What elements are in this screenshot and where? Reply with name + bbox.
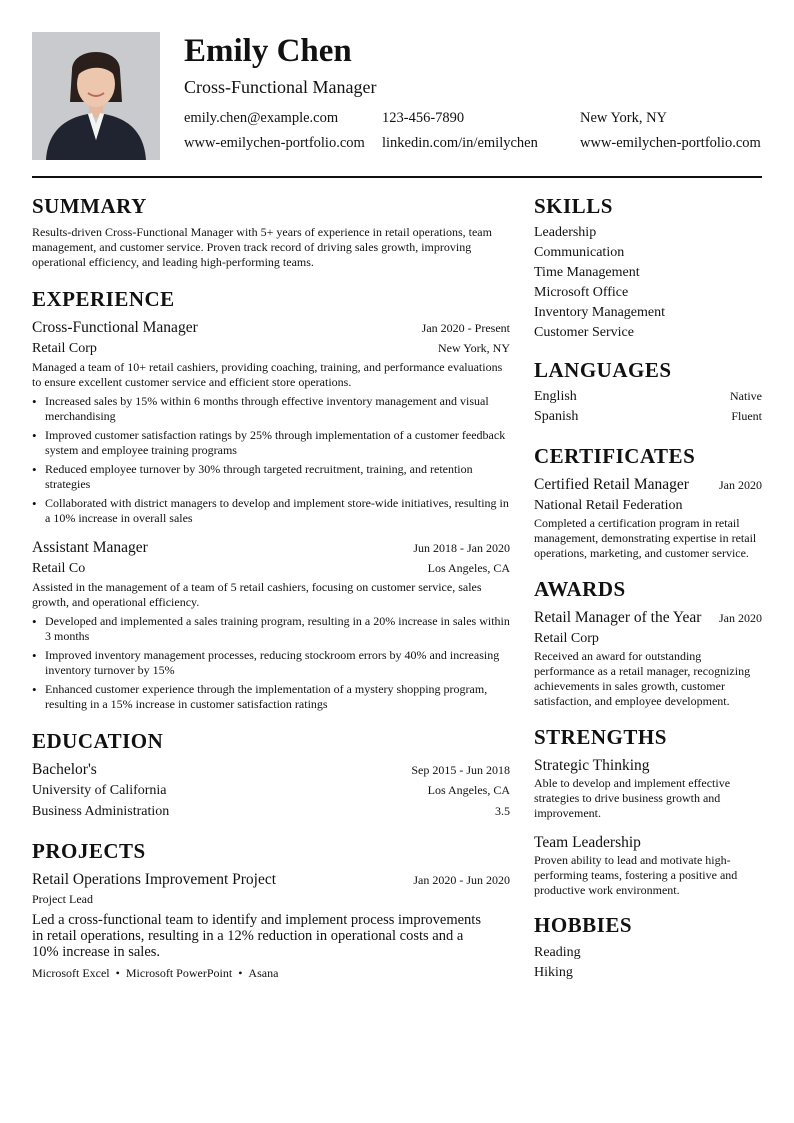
contact-website-secondary[interactable]: www-emilychen-portfolio.com [580,135,761,151]
skill-item: Time Management [534,265,640,280]
job-achievements [32,614,510,712]
summary-heading: SUMMARY [32,194,147,218]
summary-section [32,193,510,270]
certificate-date: Jan 2020 [719,478,762,492]
job-company: Retail Co [32,561,86,576]
job-title: Cross-Functional Manager [32,319,198,336]
strength-name: Strategic Thinking [534,757,650,774]
award-name: Retail Manager of the Year [534,609,702,626]
skill-item: Microsoft Office [534,285,629,300]
strength-description: Able to develop and implement effective strategies to drive business growth and improvement. [534,776,731,820]
person-portrait-icon [32,32,160,160]
languages-section [534,357,762,427]
skill-item: Customer Service [534,325,634,340]
achievement-item: • Increased sales by 15% within 6 months through effective inventory management and visual merchandising [32,394,510,424]
job-title: Assistant Manager [32,539,148,556]
strength-description: Proven ability to lead and motivate high-performing teams, fostering a positive and productive work environment. [534,853,738,897]
contact-email[interactable]: emily.chen@example.com [184,110,339,126]
project-tool: Microsoft Excel [32,966,110,980]
contact-phone[interactable]: 123-456-7890 [382,110,465,126]
language-row [534,387,762,407]
education-heading: EDUCATION [32,729,164,753]
award-description: Received an award for outstanding performance as a retail manager, recognizing achievements in sales growth, customer satisfaction, and employee development. [534,649,751,708]
achievement-item: • Developed and implemented a sales training program, resulting in a 20% increase in sales within 3 months [32,614,510,644]
certificate-issuer: National Retail Federation [534,498,683,513]
award-issuer: Retail Corp [534,631,599,646]
project-tools [32,964,510,982]
certificates-section [534,443,762,561]
experience-entry [32,317,510,526]
education-section [32,728,510,822]
strength-entry [534,832,762,898]
education-degree: Bachelor's [32,761,97,778]
summary-text: Results-driven Cross-Functional Manager with 5+ years of experience in retail operations, team management, and customer service. Proven track record of driving sales growth, improving operational efficiency, and leading high-performing teams. [32,225,492,269]
experience-heading: EXPERIENCE [32,287,175,311]
skill-item: Communication [534,245,625,260]
right-column [534,193,762,983]
project-role: Project Lead [32,892,93,906]
skills-heading: SKILLS [534,194,613,218]
project-tool: Asana [248,966,279,980]
job-company: Retail Corp [32,341,97,356]
skills-section [534,193,762,343]
strength-entry [534,755,762,821]
projects-heading: PROJECTS [32,839,146,863]
language-level: Native [730,389,762,403]
left-column [32,193,510,982]
achievement-item: • Reduced employee turnover by 30% through targeted recruitment, training, and retention strategies [32,462,510,492]
hobbies-section [534,912,762,983]
job-dates: Jan 2020 - Present [421,321,510,335]
achievement-item: • Improved inventory management processes, reducing stockroom errors by 40% and increasing inventory turnover by 15% [32,648,510,678]
education-location: Los Angeles, CA [427,783,510,797]
strength-name: Team Leadership [534,834,641,851]
hobby-item: Hiking [534,965,573,980]
tool-separator: • [238,966,243,980]
achievement-item: • Improved customer satisfaction ratings by 25% through implementation of a customer feedback system and employee training programs [32,428,510,458]
projects-section [32,838,510,982]
candidate-title: Cross-Functional Manager [184,77,377,97]
award-date: Jan 2020 [719,611,762,625]
strengths-heading: STRENGTHS [534,725,667,749]
language-row [534,407,762,427]
project-dates: Jan 2020 - Jun 2020 [413,873,510,887]
achievement-item: • Enhanced customer experience through the implementation of a mystery shopping program, resulting in a 15% increase in customer satisfaction ratings [32,682,510,712]
tool-separator: • [115,966,120,980]
job-achievements [32,394,510,526]
education-school: University of California [32,783,167,798]
contact-linkedin[interactable]: linkedin.com/in/emilychen [382,135,538,151]
awards-heading: AWARDS [534,577,626,601]
project-description: Led a cross-functional team to identify and implement process improvements in retail operations, resulting in a 12% reduction in operational costs and a 10% increase in sales. [32,912,481,960]
experience-entry [32,537,510,712]
skill-item: Inventory Management [534,305,666,320]
strengths-section [534,724,762,898]
contact-website[interactable]: www-emilychen-portfolio.com [184,135,365,151]
certificate-description: Completed a certification program in retail management, demonstrating expertise in retail operations, marketing, and customer service. [534,516,757,560]
job-location: New York, NY [437,341,510,355]
project-tool: Microsoft PowerPoint [125,966,233,980]
education-gpa: 3.5 [495,804,510,818]
job-description: Assisted in the management of a team of 5 retail cashiers, focusing on customer service, sales growth, and operational efficiency. [32,580,482,609]
certificates-heading: CERTIFICATES [534,444,696,468]
languages-heading: LANGUAGES [534,358,672,382]
skill-item: Leadership [534,225,597,240]
certificate-name: Certified Retail Manager [534,476,689,493]
job-dates: Jun 2018 - Jan 2020 [413,541,510,555]
job-description: Managed a team of 10+ retail cashiers, providing coaching, training, and performance evaluations to ensure excellent customer service and efficient store operations. [32,360,503,389]
education-field: Business Administration [32,804,170,819]
candidate-name: Emily Chen [184,33,352,69]
language-level: Fluent [731,409,762,423]
hobbies-heading: HOBBIES [534,913,633,937]
project-name: Retail Operations Improvement Project [32,871,277,888]
language-name: Spanish [534,409,579,424]
hobby-item: Reading [534,945,581,960]
education-dates: Sep 2015 - Jun 2018 [411,763,510,777]
language-name: English [534,389,577,404]
header-divider [32,176,762,178]
awards-section [534,576,762,709]
achievement-item: • Collaborated with district managers to develop and implement store-wide initiatives, resulting in a 10% increase in overall sales [32,496,510,526]
experience-section [32,286,510,712]
contact-location: New York, NY [580,110,668,126]
job-location: Los Angeles, CA [427,561,510,575]
profile-photo [32,32,160,160]
resume-header [32,32,762,160]
